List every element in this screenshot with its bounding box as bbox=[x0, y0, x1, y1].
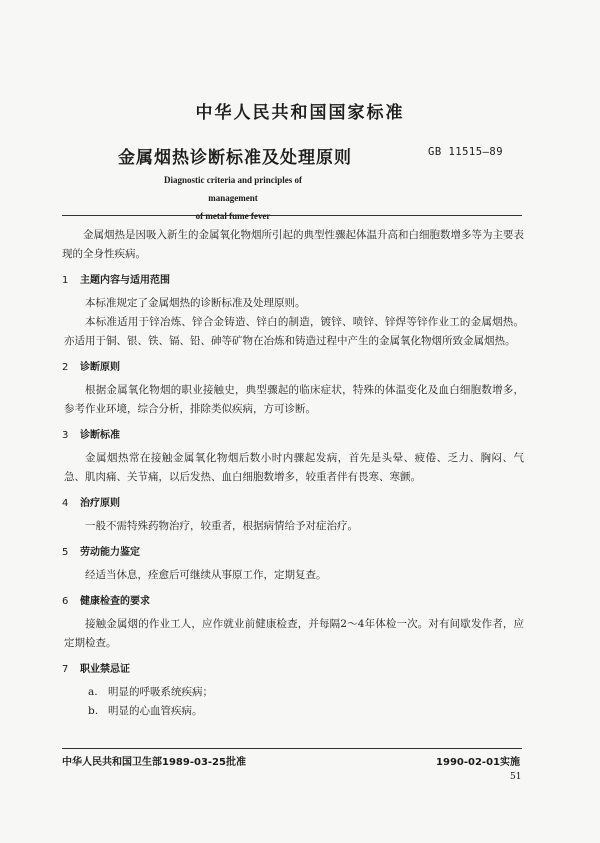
section-3 bbox=[62, 427, 524, 487]
page-number: 51 bbox=[510, 772, 522, 782]
section-paragraph: 本标准适用于锌冶炼、锌合金铸造、锌白的制造，镀锌、喷锌、锌焊等锌作业工的金属烟热。亦适用于铜、银、铁、镉、铅、砷等矿物在冶炼和铸造过程中产生的金属氧化物烟所致金属烟热。 bbox=[64, 316, 524, 347]
standard-code: GB 11515—89 bbox=[428, 146, 504, 158]
document-body bbox=[62, 226, 524, 721]
section-paragraph: 接触金属烟的作业工人，应作就业前健康检查，并每隔2～4年体检一次。对有间歇发作者，应定期检查。 bbox=[64, 618, 524, 649]
section-title: 主题内容与适用范围 bbox=[80, 275, 170, 286]
section-title: 诊断原则 bbox=[80, 362, 120, 373]
header-divider bbox=[62, 215, 522, 216]
section-number: 5 bbox=[62, 547, 69, 558]
section-title: 健康检查的要求 bbox=[80, 596, 150, 607]
document-title: 金属烟热诊断标准及处理原则 bbox=[118, 148, 352, 168]
footer-divider bbox=[62, 748, 522, 749]
intro-paragraph: 金属烟热是因吸入新生的金属氧化物烟所引起的典型性骤起体温升高和白细胞数增多等为主要表现的全身性疾病。 bbox=[62, 229, 524, 260]
national-standard-heading: 中华人民共和国国家标准 bbox=[195, 103, 405, 123]
section-title: 劳动能力鉴定 bbox=[80, 547, 140, 558]
section-paragraph: 金属烟热常在接触金属氧化物烟后数小时内骤起发病，首先是头晕、疲倦、乏力、胸闷、气急、肌肉痛、关节痛，以后发热、血白细胞数增多，较重者伴有畏寒、寒颤。 bbox=[64, 452, 524, 483]
list-item bbox=[88, 683, 524, 702]
english-title-line-2: of metal fume fever bbox=[195, 211, 271, 221]
section-title: 诊断标准 bbox=[80, 430, 120, 441]
section-number: 6 bbox=[62, 596, 69, 607]
section-number: 4 bbox=[62, 498, 69, 509]
section-title: 治疗原则 bbox=[80, 498, 120, 509]
section-title: 职业禁忌证 bbox=[80, 664, 130, 675]
section-2 bbox=[62, 359, 524, 419]
section-heading bbox=[62, 495, 524, 513]
section-heading bbox=[62, 593, 524, 611]
section-heading bbox=[62, 359, 524, 377]
section-paragraph: 一般不需特殊药物治疗，较重者，根据病情给予对症治疗。 bbox=[85, 520, 358, 532]
section-1 bbox=[62, 272, 524, 351]
section-paragraph: 根据金属氧化物烟的职业接触史，典型骤起的临床症状，特殊的体温变化及血白细胞数增多，参考作业环境，综合分析，排除类似疾病，方可诊断。 bbox=[64, 384, 524, 415]
section-heading bbox=[62, 427, 524, 445]
implementation-date: 1990-02-01实施 bbox=[436, 757, 520, 768]
section-number: 2 bbox=[62, 362, 69, 373]
section-paragraph: 经适当休息，痊愈后可继续从事原工作，定期复查。 bbox=[85, 569, 327, 581]
list-marker: b. bbox=[88, 705, 99, 717]
section-heading bbox=[62, 661, 524, 679]
english-title bbox=[148, 171, 318, 225]
list-text: 明显的呼吸系统疾病； bbox=[108, 686, 213, 698]
section-number: 7 bbox=[62, 664, 69, 675]
contraindication-list bbox=[62, 683, 524, 721]
section-6 bbox=[62, 593, 524, 653]
section-4 bbox=[62, 495, 524, 536]
english-title-line-1: Diagnostic criteria and principles of management bbox=[164, 175, 302, 203]
section-paragraph: 本标准规定了金属烟热的诊断标准及处理原则。 bbox=[85, 297, 306, 309]
section-heading bbox=[62, 544, 524, 562]
list-text: 明显的心血管疾病。 bbox=[108, 705, 203, 717]
section-number: 3 bbox=[62, 430, 69, 441]
section-heading bbox=[62, 272, 524, 290]
section-7 bbox=[62, 661, 524, 721]
list-marker: a. bbox=[88, 686, 98, 698]
section-5 bbox=[62, 544, 524, 585]
section-number: 1 bbox=[62, 275, 69, 286]
approval-line: 中华人民共和国卫生部1989-03-25批准 bbox=[62, 757, 246, 768]
list-item bbox=[88, 702, 524, 721]
